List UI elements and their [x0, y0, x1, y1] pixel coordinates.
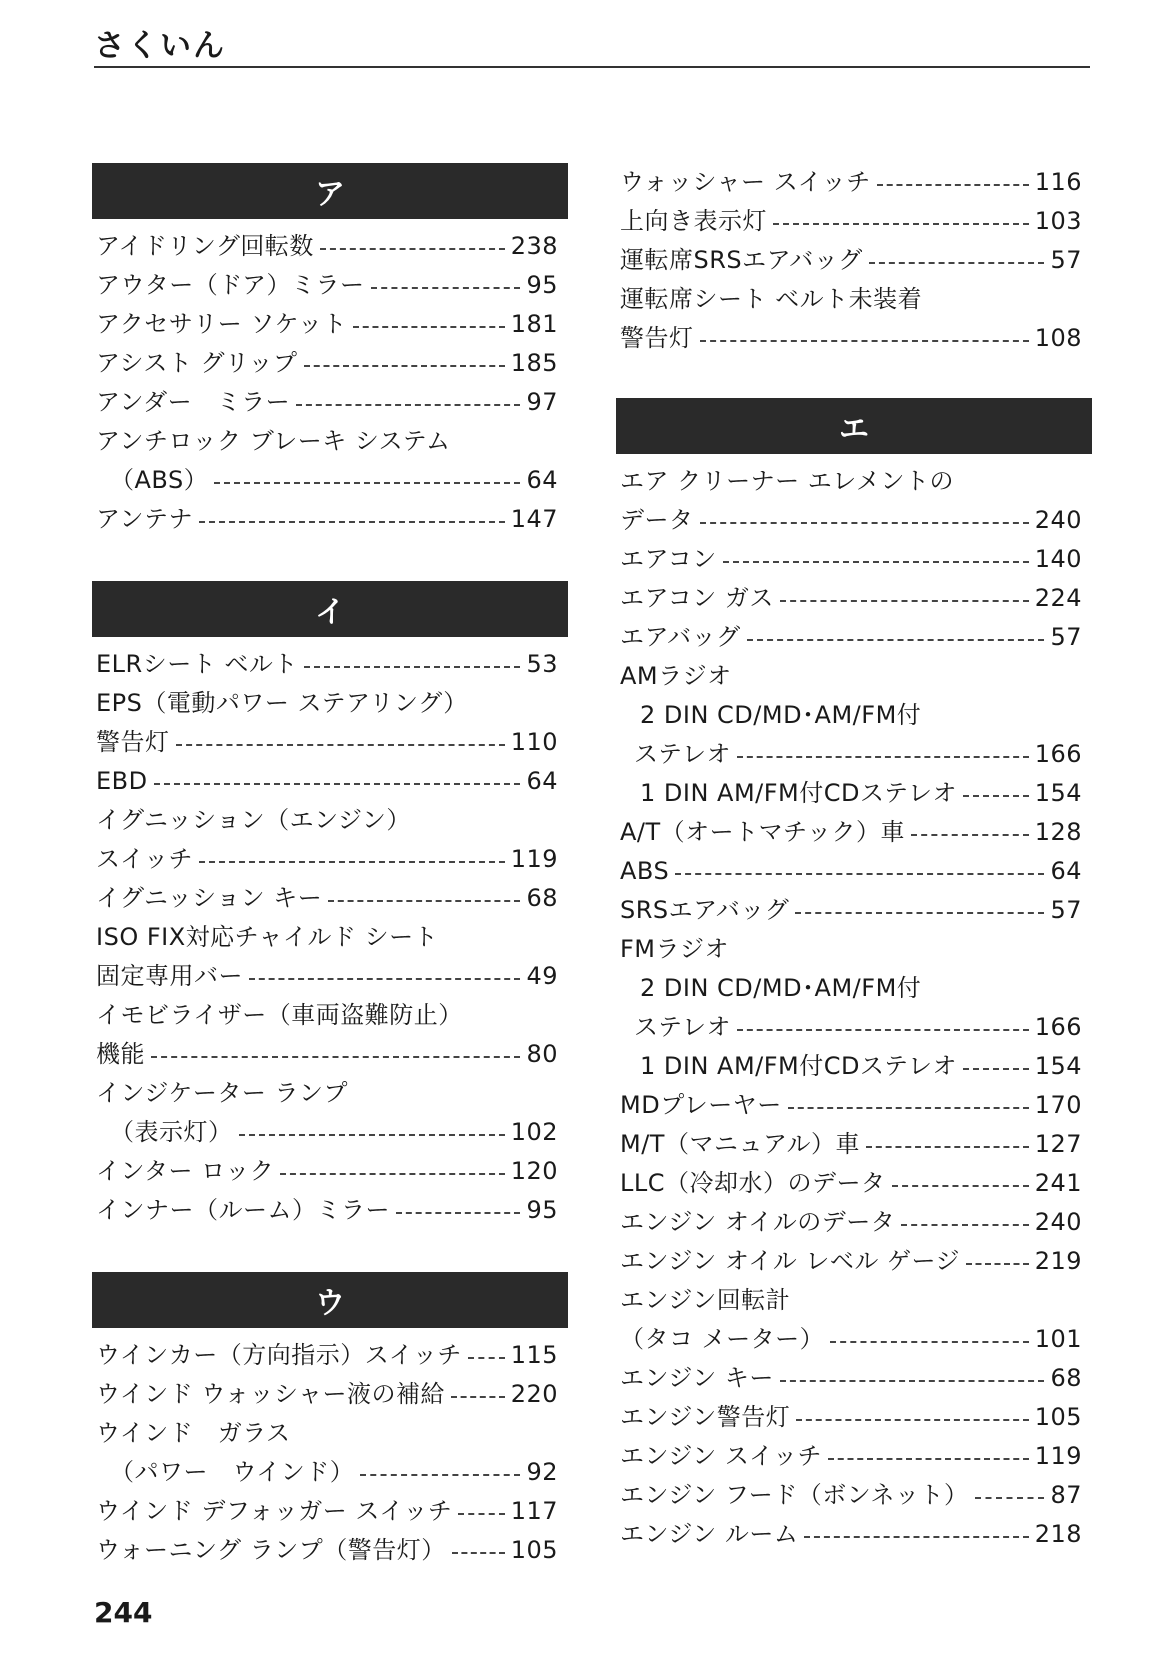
index-entry — [92, 461, 568, 500]
entry-page-number: 95 — [526, 1196, 558, 1224]
entry-label: MDプレーヤー — [620, 1091, 782, 1119]
dot-leader — [869, 262, 1045, 264]
index-entry — [92, 383, 568, 422]
index-section — [92, 163, 568, 539]
index-entry-list — [92, 227, 568, 539]
entry-label: 機能 — [96, 1040, 145, 1068]
dot-leader — [737, 1029, 1029, 1031]
index-entry — [616, 1125, 1092, 1164]
entry-page-number: 147 — [510, 505, 558, 533]
entry-label: ウインド ガラス — [96, 1419, 291, 1447]
entry-page-number: 119 — [510, 845, 558, 873]
index-entry — [616, 852, 1092, 891]
entry-label: 運転席シート ベルト未装着 — [620, 285, 923, 313]
entry-label: A/T（オートマチック）車 — [620, 818, 905, 846]
entry-label: AMラジオ — [620, 662, 732, 690]
entry-label: ABS — [620, 857, 670, 885]
entry-label: 固定専用バー — [96, 962, 243, 990]
dot-leader — [151, 1056, 520, 1058]
dot-leader — [154, 783, 521, 785]
dot-leader — [451, 1396, 505, 1398]
index-entry — [92, 1453, 568, 1492]
dot-leader — [296, 404, 520, 406]
entry-label: エアコン — [620, 545, 717, 573]
entry-page-number: 108 — [1034, 324, 1082, 352]
entry-label: エンジン スイッチ — [620, 1442, 822, 1470]
index-section — [616, 398, 1092, 1554]
entry-label: インター ロック — [96, 1157, 275, 1185]
entry-page-number: 57 — [1050, 896, 1082, 924]
entry-label: ステレオ — [634, 1013, 732, 1041]
section-heading: エ — [616, 398, 1092, 454]
entry-page-number: 154 — [1034, 1052, 1082, 1080]
dot-leader — [963, 795, 1029, 797]
entry-page-number: 87 — [1050, 1481, 1082, 1509]
entry-page-number: 128 — [1034, 818, 1082, 846]
index-entry — [616, 618, 1092, 657]
index-entry — [616, 501, 1092, 540]
dot-leader — [249, 978, 520, 980]
index-entry — [92, 723, 568, 762]
entry-label: アウター（ドア）ミラー — [96, 271, 365, 299]
index-entry — [616, 1047, 1092, 1086]
entry-label: エンジン回転計 — [620, 1286, 791, 1314]
dot-leader — [452, 1552, 505, 1554]
entry-page-number: 64 — [526, 466, 558, 494]
entry-label: インジケーター ランプ — [96, 1079, 349, 1107]
index-entry — [92, 1035, 568, 1074]
page-title: さくいん — [94, 28, 226, 64]
dot-leader — [788, 1107, 1029, 1109]
dot-leader — [176, 744, 505, 746]
index-entry — [616, 1164, 1092, 1203]
entry-page-number: 240 — [1034, 506, 1082, 534]
entry-label: ウインカー（方向指示）スイッチ — [96, 1341, 462, 1369]
section-heading: イ — [92, 581, 568, 637]
dot-leader — [304, 666, 521, 668]
index-entry — [92, 1152, 568, 1191]
entry-label: 警告灯 — [620, 324, 694, 352]
dot-leader — [780, 600, 1029, 602]
entry-label: ウォーニング ランプ（警告灯） — [96, 1536, 446, 1564]
entry-label: エンジン警告灯 — [620, 1403, 791, 1431]
entry-label: エンジン ルーム — [620, 1520, 799, 1548]
entry-label: ウインド ウォッシャー液の補給 — [96, 1380, 445, 1408]
index-entry — [616, 657, 1092, 696]
index-entry — [92, 996, 568, 1035]
entry-label: 1 DIN AM/FM付CDステレオ — [640, 779, 958, 807]
entry-label: スイッチ — [96, 845, 194, 873]
index-entry — [92, 1191, 568, 1230]
index-entry — [616, 774, 1092, 813]
entry-label: 運転席SRSエアバッグ — [620, 246, 863, 274]
dot-leader — [353, 326, 505, 328]
entry-page-number: 166 — [1034, 740, 1082, 768]
index-entry — [616, 1437, 1092, 1476]
entry-page-number: 57 — [1050, 246, 1082, 274]
entry-label: イグニッション（エンジン） — [96, 806, 411, 834]
dot-leader — [892, 1185, 1029, 1187]
entry-page-number: 110 — [510, 728, 558, 756]
index-entry — [616, 1242, 1092, 1281]
entry-page-number: 103 — [1034, 207, 1082, 235]
entry-label: EBD — [96, 767, 148, 795]
dot-leader — [796, 1419, 1028, 1421]
entry-label: アシスト グリップ — [96, 349, 298, 377]
entry-label: アンテナ — [96, 505, 194, 533]
dot-leader — [280, 1173, 504, 1175]
entry-page-number: 68 — [526, 884, 558, 912]
dot-leader — [737, 756, 1029, 758]
entry-page-number: 116 — [1034, 168, 1082, 196]
dot-leader — [830, 1341, 1029, 1343]
index-entry — [92, 305, 568, 344]
entry-page-number: 68 — [1050, 1364, 1082, 1392]
index-entry — [616, 1008, 1092, 1047]
dot-leader — [866, 1146, 1029, 1148]
section-heading: ア — [92, 163, 568, 219]
entry-label: アンチロック ブレーキ システム — [96, 427, 451, 455]
entry-label: SRSエアバッグ — [620, 896, 790, 924]
entry-label: データ — [620, 506, 694, 534]
index-entry — [616, 735, 1092, 774]
entry-page-number: 127 — [1034, 1130, 1082, 1158]
index-entry — [616, 579, 1092, 618]
dot-leader — [360, 1474, 520, 1476]
entry-label: エンジン フード（ボンネット） — [620, 1481, 969, 1509]
index-entry — [92, 1375, 568, 1414]
index-column-left — [92, 163, 568, 1612]
index-entry — [92, 645, 568, 684]
entry-page-number: 101 — [1034, 1325, 1082, 1353]
dot-leader — [199, 521, 505, 523]
dot-leader — [675, 873, 1044, 875]
dot-leader — [804, 1536, 1028, 1538]
entry-page-number: 185 — [510, 349, 558, 377]
index-entry — [92, 266, 568, 305]
index-entry — [616, 1320, 1092, 1359]
dot-leader — [780, 1380, 1045, 1382]
index-entry — [616, 930, 1092, 969]
dot-leader — [795, 912, 1044, 914]
dot-leader — [396, 1212, 520, 1214]
entry-page-number: 166 — [1034, 1013, 1082, 1041]
entry-page-number: 49 — [526, 962, 558, 990]
entry-page-number: 220 — [510, 1380, 558, 1408]
entry-page-number: 57 — [1050, 623, 1082, 651]
index-entry — [92, 1492, 568, 1531]
entry-page-number: 117 — [510, 1497, 558, 1525]
index-entry — [616, 202, 1092, 241]
dot-leader — [828, 1458, 1029, 1460]
entry-label: アクセサリー ソケット — [96, 310, 347, 338]
entry-page-number: 181 — [510, 310, 558, 338]
index-entry — [92, 500, 568, 539]
index-entry — [616, 280, 1092, 319]
page-number: 244 — [94, 1596, 153, 1629]
index-entry — [616, 319, 1092, 358]
entry-label: ISO FIX対応チャイルド シート — [96, 923, 439, 951]
index-entry — [616, 813, 1092, 852]
dot-leader — [911, 834, 1029, 836]
index-entry — [92, 801, 568, 840]
entry-label: エアコン ガス — [620, 584, 774, 612]
entry-label: エンジン オイルのデータ — [620, 1208, 896, 1236]
entry-page-number: 97 — [526, 388, 558, 416]
entry-label: エンジン オイル レベル ゲージ — [620, 1247, 961, 1275]
entry-label: 上向き表示灯 — [620, 207, 767, 235]
entry-label: 1 DIN AM/FM付CDステレオ — [640, 1052, 958, 1080]
entry-page-number: 219 — [1034, 1247, 1082, 1275]
entry-page-number: 64 — [526, 767, 558, 795]
entry-page-number: 140 — [1034, 545, 1082, 573]
dot-leader — [328, 900, 520, 902]
entry-page-number: 224 — [1034, 584, 1082, 612]
index-entry-list — [616, 462, 1092, 1554]
dot-leader — [963, 1068, 1029, 1070]
entry-label: ELRシート ベルト — [96, 650, 298, 678]
index-section — [92, 581, 568, 1230]
dot-leader — [320, 248, 505, 250]
index-entry — [92, 422, 568, 461]
index-section — [616, 163, 1092, 358]
index-entry — [616, 1515, 1092, 1554]
entry-label: ウインド デフォッガー スイッチ — [96, 1497, 453, 1525]
dot-leader — [747, 639, 1045, 641]
entry-label: （表示灯） — [110, 1118, 233, 1146]
dot-leader — [723, 561, 1029, 563]
entry-page-number: 120 — [510, 1157, 558, 1185]
entry-page-number: 102 — [510, 1118, 558, 1146]
index-entry — [616, 1203, 1092, 1242]
entry-label: 警告灯 — [96, 728, 170, 756]
section-heading: ウ — [92, 1272, 568, 1328]
index-entry — [616, 1281, 1092, 1320]
entry-page-number: 80 — [526, 1040, 558, 1068]
index-entry — [92, 1336, 568, 1375]
index-entry-list — [92, 1336, 568, 1570]
entry-label: （タコ メーター） — [620, 1325, 825, 1353]
entry-label: EPS（電動パワー ステアリング） — [96, 689, 468, 717]
entry-page-number: 115 — [510, 1341, 558, 1369]
index-entry — [92, 918, 568, 957]
entry-label: エア クリーナー エレメントの — [620, 467, 955, 495]
index-entry-list — [616, 163, 1092, 358]
entry-label: エンジン キー — [620, 1364, 774, 1392]
entry-label: イモビライザー（車両盗難防止） — [96, 1001, 463, 1029]
index-entry — [616, 696, 1092, 735]
dot-leader — [700, 522, 1029, 524]
entry-label: インナー（ルーム）ミラー — [96, 1196, 390, 1224]
index-entry — [92, 957, 568, 996]
entry-page-number: 64 — [1050, 857, 1082, 885]
index-entry — [92, 1414, 568, 1453]
index-entry — [616, 969, 1092, 1008]
dot-leader — [371, 287, 521, 289]
dot-leader — [468, 1357, 505, 1359]
index-entry — [616, 891, 1092, 930]
dot-leader — [877, 184, 1029, 186]
entry-page-number: 218 — [1034, 1520, 1082, 1548]
entry-page-number: 119 — [1034, 1442, 1082, 1470]
entry-page-number: 240 — [1034, 1208, 1082, 1236]
entry-page-number: 170 — [1034, 1091, 1082, 1119]
entry-page-number: 105 — [1034, 1403, 1082, 1431]
entry-label: （ABS） — [110, 466, 209, 494]
entry-page-number: 95 — [526, 271, 558, 299]
index-entry — [616, 540, 1092, 579]
index-entry — [92, 840, 568, 879]
index-entry — [92, 344, 568, 383]
entry-label: LLC（冷却水）のデータ — [620, 1169, 886, 1197]
index-entry — [92, 1531, 568, 1570]
index-section — [92, 1272, 568, 1570]
dot-leader — [458, 1513, 504, 1515]
entry-label: ステレオ — [634, 740, 732, 768]
entry-page-number: 53 — [526, 650, 558, 678]
entry-label: エアバッグ — [620, 623, 741, 651]
index-entry — [92, 879, 568, 918]
entry-page-number: 241 — [1034, 1169, 1082, 1197]
index-entry — [616, 1476, 1092, 1515]
entry-label: ウォッシャー スイッチ — [620, 168, 871, 196]
index-entry — [92, 762, 568, 801]
index-entry — [92, 684, 568, 723]
entry-page-number: 92 — [526, 1458, 558, 1486]
index-entry — [92, 1074, 568, 1113]
entry-label: アンダー ミラー — [96, 388, 291, 416]
dot-leader — [966, 1263, 1029, 1265]
dot-leader — [214, 482, 520, 484]
entry-label: 2 DIN CD/MD･AM/FM付 — [640, 701, 922, 729]
dot-leader — [700, 340, 1029, 342]
index-entry — [92, 227, 568, 266]
entry-label: （パワー ウインド） — [110, 1458, 355, 1486]
dot-leader — [304, 365, 505, 367]
entry-label: アイドリング回転数 — [96, 232, 314, 260]
index-column-right — [616, 163, 1092, 1596]
title-divider — [94, 66, 1090, 68]
dot-leader — [239, 1134, 505, 1136]
entry-page-number: 154 — [1034, 779, 1082, 807]
entry-page-number: 238 — [510, 232, 558, 260]
entry-page-number: 105 — [510, 1536, 558, 1564]
entry-label: 2 DIN CD/MD･AM/FM付 — [640, 974, 922, 1002]
index-entry — [616, 1086, 1092, 1125]
index-entry — [616, 1398, 1092, 1437]
index-entry — [92, 1113, 568, 1152]
index-entry-list — [92, 645, 568, 1230]
index-entry — [616, 163, 1092, 202]
entry-label: FMラジオ — [620, 935, 730, 963]
dot-leader — [199, 861, 505, 863]
dot-leader — [901, 1224, 1028, 1226]
index-entry — [616, 241, 1092, 280]
index-entry — [616, 462, 1092, 501]
dot-leader — [773, 223, 1029, 225]
dot-leader — [975, 1497, 1045, 1499]
index-entry — [616, 1359, 1092, 1398]
entry-label: イグニッション キー — [96, 884, 323, 912]
entry-label: M/T（マニュアル）車 — [620, 1130, 860, 1158]
